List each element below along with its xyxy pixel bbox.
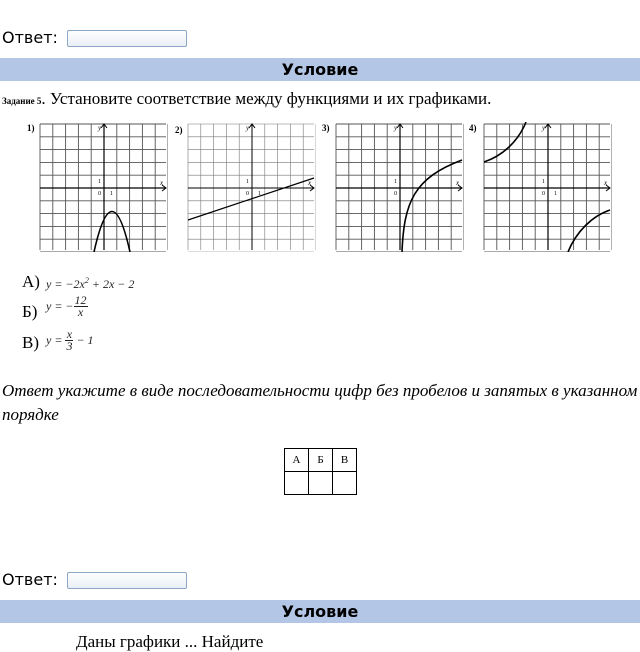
origin-label: 0 [246, 191, 249, 197]
answer-label: Ответ: [2, 28, 58, 47]
task-label: Задание 5 [2, 96, 42, 106]
task-text: . Установите соответствие между функциями и их графиками. [41, 89, 492, 108]
unit-label: 1 [394, 179, 397, 185]
y-axis-label: y [542, 124, 546, 132]
hyperbola-branch-left [484, 122, 526, 162]
section-header: Условие [0, 58, 640, 81]
x-unit-label: 1 [258, 191, 261, 197]
answer-table-header: А [285, 449, 309, 472]
answer-table-cell[interactable] [309, 472, 333, 495]
option-formula-b: y = − $\frac{12}{x}$ [46, 293, 87, 319]
answer-table-cell[interactable] [333, 472, 357, 495]
unit-label: 1 [542, 179, 545, 185]
hyperbola-branch-right [568, 210, 610, 252]
answer-table [284, 448, 357, 495]
graph-number-4: 4) [469, 123, 477, 133]
unit-label: 1 [246, 179, 249, 185]
x-axis-label: x [604, 179, 608, 187]
x-unit-label: 1 [110, 191, 113, 197]
origin-label: 0 [394, 191, 397, 197]
option-letter-c: В) [22, 333, 39, 352]
answer-table-cell[interactable] [285, 472, 309, 495]
x-axis-label: x [160, 179, 164, 187]
graph-2 [186, 122, 316, 252]
graph-number-3: 3) [322, 123, 330, 133]
answer-label: Ответ: [2, 570, 58, 589]
y-axis-label: y [246, 124, 250, 132]
next-task-text: Даны графики ... Найдите [76, 632, 264, 651]
x-axis-label: x [456, 179, 460, 187]
graph-4 [482, 122, 612, 252]
option-formula-c: y = $\frac{x}{3}$ − 1 [46, 327, 94, 353]
hyperbola-curve [402, 160, 462, 252]
option-formula-a: $y = -2x^2 + 2x - 2$ [46, 276, 135, 291]
instruction-text: Ответ укажите в виде последовательности цифр без пробелов и запятых в указанном порядке [2, 381, 638, 424]
parabola-curve [94, 212, 130, 253]
section-header: Условие [0, 600, 640, 623]
graph-1 [38, 122, 168, 252]
answer-table-header: В [333, 449, 357, 472]
graph-number-2: 2) [175, 125, 183, 135]
unit-label: 1 [98, 179, 101, 185]
option-letter-a: А) [22, 272, 40, 291]
option-letter-b: Б) [22, 302, 38, 321]
x-unit-label: 1 [554, 191, 557, 197]
answer-input[interactable] [67, 572, 187, 589]
y-axis-label: y [394, 124, 398, 132]
answer-table-header: Б [309, 449, 333, 472]
task-statement [2, 89, 491, 109]
origin-label: 0 [542, 191, 545, 197]
origin-label: 0 [98, 191, 101, 197]
graph-number-1: 1) [27, 123, 35, 133]
graph-3 [334, 122, 464, 252]
x-axis-label: x [308, 179, 312, 187]
y-axis-label: y [98, 124, 102, 132]
answer-input[interactable] [67, 30, 187, 47]
